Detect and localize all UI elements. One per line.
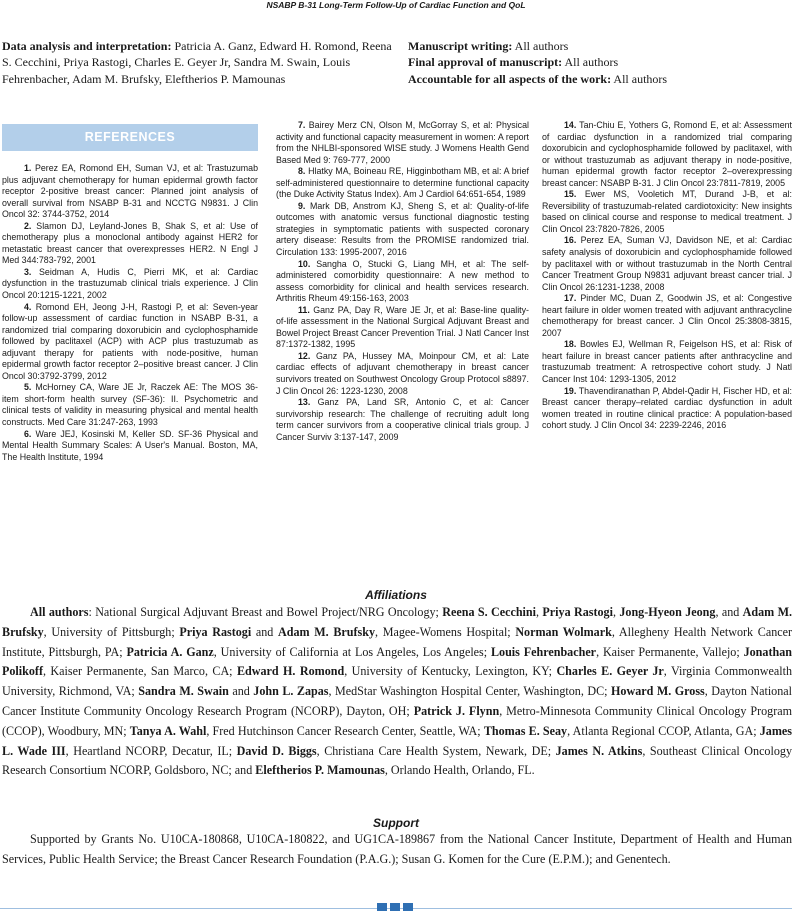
affiliation-author: Jonathan Polikoff [2,644,792,679]
reference-text: Hlatky MA, Boineau RE, Higginbotham MB, et al: A brief self-administered questionnaire to determine functional capacity (the Duke Activity Status Index). Am J Cardiol 64:651-654, 1989 [276,166,529,200]
affiliation-text: , Southeast Clinical Oncology Research Consortium NCORP, Goldsboro, NC; and [2,743,792,778]
reference-number: 7. [298,120,306,130]
affiliation-text: , University of California at Los Angeles, Los Angeles; [213,644,491,659]
reference-item [542,339,792,385]
reference-item [542,235,792,293]
affiliation-author: David D. Biggs [236,743,317,758]
reference-text: Seidman A, Hudis C, Pierri MK, et al: Cardiac dysfunction in the trastuzumab clinical trials experience. J Clin Oncol 20:1215-1221, 2002 [2,266,258,301]
affiliation-author: Jong-Hyeon Jeong [619,605,716,619]
affiliation-author: Priya Rastogi [542,605,613,619]
references-column-3 [542,120,792,432]
affiliation-author: Adam M. Brufsky [278,624,376,639]
references-column-1 [2,124,258,463]
running-head: NSABP B-31 Long-Term Follow-Up of Cardiac Function and QoL [266,0,526,10]
reference-number: 3. [24,266,32,277]
reference-number: 5. [24,382,32,393]
affiliation-author: James N. Atkins [555,743,643,758]
affiliation-author: All authors [30,605,89,619]
affiliation-author: Charles E. Geyer Jr [556,664,664,679]
reference-item [542,293,792,339]
affiliation-author: Norman Wolmark [515,624,612,639]
reference-number: 4. [24,301,32,312]
affiliation-text: , University of Kentucky, Lexington, KY; [344,664,557,679]
affiliation-author: Patricia A. Ganz [126,644,214,659]
reference-item [2,382,258,428]
affiliation-author: James L. Wade III [2,723,792,758]
reference-text: Romond EH, Jeong J-H, Rastogi P, et al: Seven-year follow-up assessment of cardiac function in NSABP B-31, a randomized trial comparing doxorubicin and cyclophosphamide followed by paclitaxel (ACP) with ACP plus trastuzumab as adjuvant therapy for patients with node-positive, human epidermal growth factor receptor 2–positive breast cancer. J Clin Oncol 30:3792-3799, 2012 [2,301,258,381]
affiliations-body [2,603,792,781]
reference-item [2,302,258,383]
reference-text: Bowles EJ, Wellman R, Feigelson HS, et al: Risk of heart failure in breast cancer patients after anthracycline and trastuzumab treatment: A retrospective cohort study. J Natl Cancer Inst 104: 1293-1305, 2012 [542,339,792,385]
reference-text: Tan-Chiu E, Yothers G, Romond E, et al: Assessment of cardiac dysfunction in a randomized trial comparing doxorubicin and cyclophosphamide followed by paclitaxel, with or without trastuzumab as adjuvant therapy in node-positive, human epidermal growth factor receptor 2–overexpressing breast cancer: NSABP B-31. J Clin Oncol 23:7811-7819, 2005 [542,120,792,188]
reference-item [2,267,258,302]
reference-number: 19. [564,385,577,396]
reference-item [542,120,792,189]
reference-text: Pinder MC, Duan Z, Goodwin JS, et al: Congestive heart failure in older women treated with adjuvant anthracycline chemotherapy for breast cancer. J Clin Oncol 25:3808-3815, 2007 [542,293,792,338]
affiliation-text: , Orlando Health, Orlando, FL. [384,763,535,778]
contribution-item [408,71,792,87]
reference-number: 16. [564,235,577,246]
affiliation-author: Priya Rastogi [179,624,252,639]
contribution-label: Manuscript writing: [408,39,513,53]
affiliation-text: , Fred Hutchinson Cancer Research Center, Seattle, WA; [206,723,484,738]
reference-number: 15. [564,189,577,200]
reference-text: Sangha O, Stucki G, Liang MH, et al: The self-administered comorbidity questionnaire: A new method to assess comorbidity for clinical and health services research. Arthritis Rheum 49:156-163, 2003 [276,258,529,304]
reference-item [276,397,529,443]
contribution-text: All authors [562,55,619,70]
reference-item [276,166,529,201]
contribution-text: Patricia A. Ganz, Edward H. Romond, Reena S. Cecchini, Priya Rastogi, Charles E. Geyer Jr, Sandra M. Swain, Louis Fehrenbacher, Adam M. Brufsky, Eleftherios P. Mamounas [2,39,392,86]
affiliation-author: John L. Zapas [253,684,329,699]
reference-text: Slamon DJ, Leyland-Jones B, Shak S, et al: Use of chemotherapy plus a monoclonal antibody against HER2 for metastatic breast cancer that overexpresses HER2. N Engl J Med 344:783-792, 2001 [2,220,258,266]
references-header: REFERENCES [2,124,258,151]
footer-mark [403,903,413,911]
affiliation-text: , University of Pittsburgh; [43,624,180,639]
contributions-left [2,38,392,87]
reference-text: Mark DB, Anstrom KJ, Sheng S, et al: Quality-of-life outcomes with anatomic versus functional diagnostic testing strategies in symptomatic patients with suspected coronary artery disease: Results from the PROMISE randomized trial. Circulation 133: 1995-2007, 2016 [276,200,529,258]
contributions-right [408,38,792,87]
support-title: Support [373,816,419,830]
affiliation-author: Thomas E. Seay [483,723,568,738]
reference-text: Ewer MS, Vooletich MT, Durand J-B, et al: Reversibility of trastuzumab-related cardiotoxicity: New insights based on clinical course and response to medical treatment. J Clin Oncol 23:7820-7826, 2005 [542,189,792,234]
reference-text: Perez EA, Romond EH, Suman VJ, et al: Trastuzumab plus adjuvant chemotherapy for human epidermal growth factor receptor 2-positive breast cancer: Planned joint analysis of overall survival from NSABP B-31 and NCCTG N9831. J Clin Oncol 32: 3744-3752, 2014 [2,163,258,220]
reference-item [276,351,529,397]
reference-number: 9. [298,200,306,211]
affiliation-text: , Magee-Womens Hospital; [375,624,516,639]
reference-text: McHorney CA, Ware JE Jr, Raczek AE: The MOS 36-item short-form health survey (SF-36): II. Psychometric and clinical tests of validity in measuring physical and mental health constructs. Med Care 31:247-263, 1993 [2,382,258,428]
reference-text: Ganz PA, Day R, Ware JE Jr, et al: Base-line quality-of-life assessment in the National Surgical Adjuvant Breast and Bowel Project Breast Cancer Prevention Trial. J Natl Cancer Inst 87:1372-1382, 1995 [276,304,529,350]
affiliation-author: Edward H. Romond [236,664,345,679]
reference-number: 2. [24,220,32,231]
affiliation-text: and [228,684,254,699]
affiliation-text: , Virginia Commonwealth University, Richmond, VA; [2,664,792,699]
reference-text: Thavendiranathan P, Abdel-Qadir H, Fischer HD, et al: Breast cancer therapy–related cardiac dysfunction in adult women treated in routine clinical practice: A population-based cohort study. J Clin Oncol 34: 2239-2246, 2016 [542,385,792,431]
reference-number: 12. [298,350,311,361]
affiliation-text: , [536,605,543,619]
reference-number: 1. [24,163,32,173]
affiliation-text: , Allegheny Health Network Cancer Institute, Pittsburgh, PA; [2,624,792,659]
affiliation-text: , Christiana Care Health System, Newark, DE; [316,743,556,758]
contribution-item [408,54,792,70]
affiliation-text: , Dayton National Cancer Institute Community Oncology Research Program (NCORP), Dayton, OH; [2,684,792,718]
affiliation-text: , Metro-Minnesota Community Clinical Oncology Program (CCOP), Woodbury, MN; [2,703,792,738]
reference-item [276,305,529,351]
reference-item [276,120,529,166]
affiliations-title: Affiliations [365,588,427,602]
reference-item [542,386,792,432]
reference-item [2,221,258,267]
reference-text: Bairey Merz CN, Olson M, McGorray S, et al: Physical activity and functional capacity measurement in women: A report from the NHLBI-sponsored WISE study. J Womens Health Gend Based Med 9: 769-777, 2000 [276,120,529,165]
reference-text: Ware JEJ, Kosinski M, Keller SD. SF-36 Physical and Mental Health Summary Scales: A User's Manual. Boston, MA, The Health Institute, 1994 [2,428,258,462]
contribution-label: Final approval of manuscript: [408,55,563,70]
affiliation-text: and [251,624,278,639]
reference-item [542,189,792,235]
reference-item [276,201,529,259]
support-body: Supported by Grants No. U10CA-180868, U10CA-180822, and UG1CA-189867 from the National Cancer Institute, Department of Health and Human Services, Public Health Service; the Breast Cancer Research Foundation (P.A.G.); Susan G. Komen for the Cure (E.P.M.); and Genentech. [2,832,792,866]
reference-number: 6. [24,428,32,439]
affiliation-author: Louis Fehrenbacher [490,644,597,659]
contribution-label: Accountable for all aspects of the work: [408,71,612,86]
affiliation-text: , Heartland NCORP, Decatur, IL; [65,743,237,758]
affiliation-author: Sandra M. Swain [138,684,229,699]
footer-mark [390,903,400,911]
reference-text: Ganz PA, Land SR, Antonio C, et al: Cancer survivorship research: The challenge of recruiting adult long term cancer survivors from a cooperative clinical trials group. J Cancer Surviv 3:137-147, 2009 [276,397,529,442]
affiliation-author: Patrick J. Flynn [413,703,500,718]
contribution-item [408,38,792,54]
reference-number: 10. [298,258,311,269]
reference-item [2,163,258,221]
reference-number: 11. [298,304,310,315]
reference-item [2,429,258,464]
reference-number: 18. [564,339,577,350]
footer-ornament [377,903,413,911]
affiliation-author: Reena S. Cecchini [442,605,537,619]
contribution-item [2,38,392,87]
reference-number: 14. [564,120,577,130]
references-column-2 [276,120,529,443]
reference-number: 13. [298,397,311,408]
affiliation-author: Eleftherios P. Mamounas [255,763,385,778]
affiliation-text: , MedStar Washington Hospital Center, Washington, DC; [328,684,612,699]
reference-number: 17. [564,293,577,304]
affiliation-text: , [612,605,620,619]
reference-item [276,259,529,305]
affiliation-text: , Kaiser Permanente, Vallejo; [596,644,744,659]
reference-text: Perez EA, Suman VJ, Davidson NE, et al: Cardiac safety analysis of doxorubicin and cyclophosphamide followed by paclitaxel with or without trastuzumab in the North Central Cancer Treatment Group N9831 adjuvant breast cancer trial. J Clin Oncol 26:1231-1238, 2008 [542,235,792,292]
affiliation-author: Adam M. Brufsky [2,605,792,639]
contribution-text: All authors [611,71,668,86]
affiliation-text: : National Surgical Adjuvant Breast and Bowel Project/NRG Oncology; [88,605,443,619]
contribution-label: Data analysis and interpretation: [2,39,172,53]
affiliation-text: , Kaiser Permanente, San Marco, CA; [42,664,237,679]
affiliation-author: Tanya A. Wahl [129,723,207,738]
affiliation-author: Howard M. Gross [611,684,705,699]
reference-text: Ganz PA, Hussey MA, Moinpour CM, et al: Late cardiac effects of adjuvant chemotherapy in breast cancer survivors treated on Southwest Oncology Group Protocol s8897. J Clin Oncol 26: 1223-1230, 2008 [276,350,529,396]
affiliation-text: , Atlanta Regional CCOP, Atlanta, GA; [567,723,760,738]
footer-mark [377,903,387,911]
affiliation-text: , and [715,605,743,619]
reference-number: 8. [298,166,306,177]
contribution-text: All authors [512,39,569,53]
